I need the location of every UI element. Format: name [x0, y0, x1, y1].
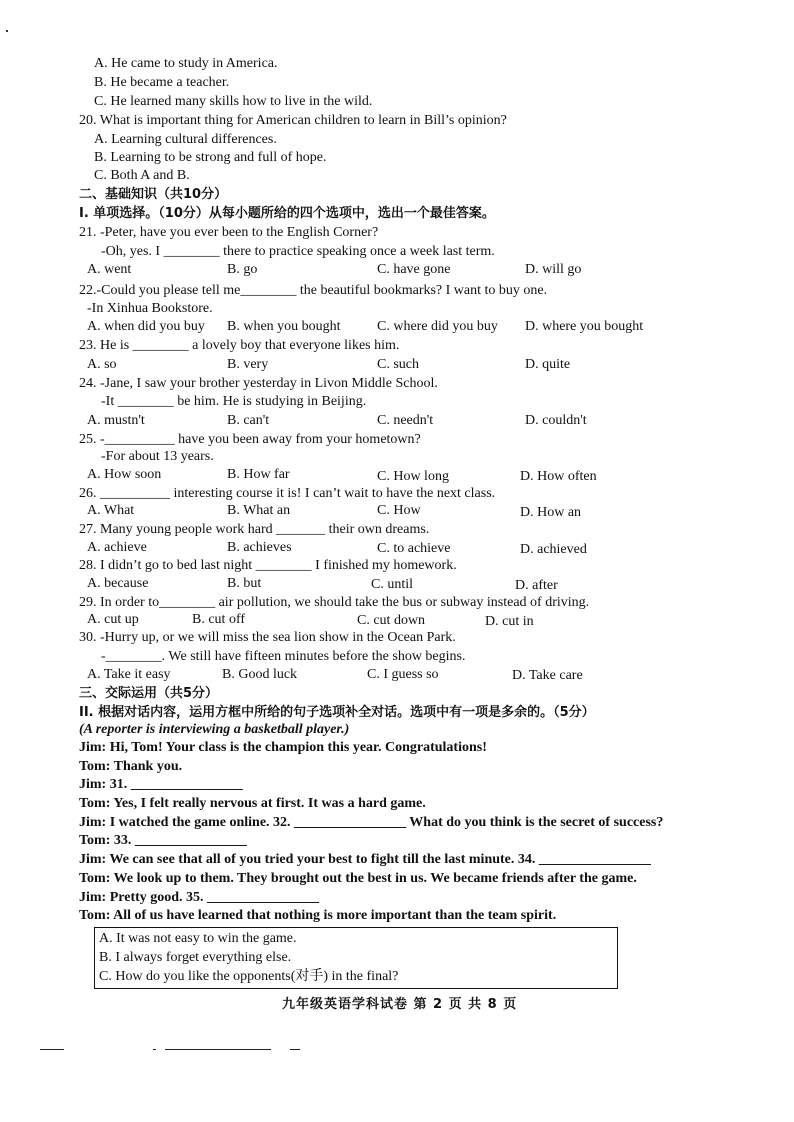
- q25-option-c: C. How long: [377, 469, 449, 484]
- q24-option-c: C. needn't: [377, 413, 434, 428]
- dialogue-line: [79, 758, 182, 776]
- speaker: Tom:: [79, 908, 111, 923]
- speaker: Jim:: [79, 740, 107, 755]
- q19-option-a: A. He came to study in America.: [94, 56, 278, 71]
- scan-mark: [153, 1049, 156, 1050]
- q21-option-b: B. go: [227, 262, 258, 277]
- box-option-b: B. I always forget everything else.: [99, 950, 292, 965]
- page-footer: 九年级英语学科试卷 第 2 页 共 8 页: [282, 997, 518, 1012]
- q25-line2: -For about 13 years.: [101, 449, 214, 464]
- q26-option-b: B. What an: [227, 503, 291, 518]
- utterance: Pretty good. 35. ________________: [106, 890, 320, 905]
- q30-line2: -________. We still have fifteen minutes before the show begins.: [101, 649, 466, 664]
- utterance: I watched the game online. 32. ________________ What do you think is the secret of success?: [106, 815, 664, 830]
- section3-title: 三、交际运用（共5分）: [79, 686, 219, 701]
- q29-option-b: B. cut off: [192, 612, 246, 627]
- q28-line1: 28. I didn’t go to bed last night ________ I finished my homework.: [79, 558, 457, 573]
- q27-option-a: A. achieve: [87, 540, 147, 555]
- q26-option-c: C. How: [377, 503, 421, 518]
- q22-option-c: C. where did you buy: [377, 319, 498, 334]
- speaker: Tom:: [79, 796, 111, 811]
- speaker: Jim:: [79, 777, 107, 792]
- dialogue-line: [79, 795, 426, 813]
- dialogue-line: [79, 907, 556, 925]
- part2-instructions: II. 根据对话内容，运用方框中所给的句子选项补全对话。选项中有一项是多余的。（5分）: [79, 705, 595, 720]
- q26-option-d: D. How an: [520, 505, 582, 520]
- q30-option-a: A. Take it easy: [87, 667, 171, 682]
- section2-title: 二、基础知识（共10分）: [79, 187, 228, 202]
- q30-line1: 30. -Hurry up, or we will miss the sea lion show in the Ocean Park.: [79, 630, 456, 645]
- q24-option-b: B. can't: [227, 413, 270, 428]
- q23-option-d: D. quite: [525, 357, 571, 372]
- q27-option-c: C. to achieve: [377, 541, 451, 556]
- scan-mark: [40, 1049, 64, 1050]
- dialogue-line: [79, 889, 319, 907]
- dialogue-line: [79, 776, 243, 794]
- scan-mark: [165, 1049, 271, 1050]
- q25-option-d: D. How often: [520, 469, 597, 484]
- q23-line1: 23. He is ________ a lovely boy that everyone likes him.: [79, 338, 400, 353]
- utterance: Yes, I felt really nervous at first. It was a hard game.: [110, 796, 426, 811]
- scan-mark: [290, 1049, 300, 1050]
- q27-line1: 27. Many young people work hard _______ their own dreams.: [79, 522, 430, 537]
- scan-speck: [6, 30, 8, 32]
- q30-option-c: C. I guess so: [367, 667, 439, 682]
- dialogue-line: [79, 739, 487, 757]
- part1-instructions: I. 单项选择。（10分）从每小题所给的四个选项中，选出一个最佳答案。: [79, 206, 495, 221]
- utterance: Thank you.: [110, 759, 183, 774]
- dialogue-line: [79, 851, 651, 869]
- q27-option-b: B. achieves: [227, 540, 292, 555]
- speaker: Tom:: [79, 833, 111, 848]
- q21-line2: -Oh, yes. I ________ there to practice speaking once a week last term.: [101, 244, 495, 259]
- q25-option-b: B. How far: [227, 467, 290, 482]
- q24-option-a: A. mustn't: [87, 413, 145, 428]
- utterance: Hi, Tom! Your class is the champion this year. Congratulations!: [106, 740, 487, 755]
- box-option-a: A. It was not easy to win the game.: [99, 931, 297, 946]
- q22-line1: 22.-Could you please tell me________ the beautiful bookmarks? I want to buy one.: [79, 283, 548, 298]
- dialogue-line: [79, 832, 247, 850]
- utterance: 31. ________________: [106, 777, 243, 792]
- q29-option-a: A. cut up: [87, 612, 139, 627]
- option-box: [94, 927, 618, 989]
- q23-option-a: A. so: [87, 357, 117, 372]
- q24-line2: -It ________ be him. He is studying in Beijing.: [101, 394, 367, 409]
- q19-option-b: B. He became a teacher.: [94, 75, 230, 90]
- q30-option-b: B. Good luck: [222, 667, 298, 682]
- q28-option-a: A. because: [87, 576, 149, 591]
- q24-option-d: D. couldn't: [525, 413, 587, 428]
- q22-option-b: B. when you bought: [227, 319, 341, 334]
- q23-option-c: C. such: [377, 357, 419, 372]
- utterance: We can see that all of you tried your best to fight till the last minute. 34. ________________: [106, 852, 651, 867]
- q25-option-a: A. How soon: [87, 467, 162, 482]
- q29-option-d: D. cut in: [485, 614, 534, 629]
- q28-option-d: D. after: [515, 578, 558, 593]
- speaker: Tom:: [79, 871, 111, 886]
- q24-line1: 24. -Jane, I saw your brother yesterday in Livon Middle School.: [79, 376, 438, 391]
- q21-line1: 21. -Peter, have you ever been to the English Corner?: [79, 225, 379, 240]
- q20-option-c: C. Both A and B.: [94, 168, 190, 183]
- q22-line2: -In Xinhua Bookstore.: [87, 301, 213, 316]
- utterance: All of us have learned that nothing is more important than the team spirit.: [110, 908, 557, 923]
- q28-option-b: B. but: [227, 576, 262, 591]
- speaker: Jim:: [79, 815, 107, 830]
- q27-option-d: D. achieved: [520, 542, 587, 557]
- dialogue-line: [79, 814, 663, 832]
- dialogue-line: [79, 870, 637, 888]
- q26-line1: 26. __________ interesting course it is! I can’t wait to have the next class.: [79, 486, 496, 501]
- q20-option-a: A. Learning cultural differences.: [94, 132, 277, 147]
- q29-line1: 29. In order to________ air pollution, we should take the bus or subway instead of driving.: [79, 595, 590, 610]
- q21-option-a: A. went: [87, 262, 132, 277]
- box-option-c: C. How do you like the opponents(对手) in the final?: [99, 969, 399, 984]
- q26-option-a: A. What: [87, 503, 135, 518]
- q28-option-c: C. until: [371, 577, 414, 592]
- q19-option-c: C. He learned many skills how to live in the wild.: [94, 94, 373, 109]
- speaker: Jim:: [79, 890, 107, 905]
- q30-option-d: D. Take care: [512, 668, 583, 683]
- q21-option-c: C. have gone: [377, 262, 451, 277]
- q22-option-a: A. when did you buy: [87, 319, 205, 334]
- q23-option-b: B. very: [227, 357, 269, 372]
- utterance: We look up to them. They brought out the best in us. We became friends after the game.: [110, 871, 637, 886]
- speaker: Tom:: [79, 759, 111, 774]
- q22-option-d: D. where you bought: [525, 319, 644, 334]
- q25-line1: 25. -__________ have you been away from your hometown?: [79, 432, 421, 447]
- q29-option-c: C. cut down: [357, 613, 426, 628]
- dialogue-context: (A reporter is interviewing a basketball player.): [79, 722, 350, 737]
- q21-option-d: D. will go: [525, 262, 582, 277]
- speaker: Jim:: [79, 852, 107, 867]
- utterance: 33. ________________: [110, 833, 247, 848]
- q20-question: 20. What is important thing for American children to learn in Bill’s opinion?: [79, 113, 507, 128]
- q20-option-b: B. Learning to be strong and full of hope.: [94, 150, 327, 165]
